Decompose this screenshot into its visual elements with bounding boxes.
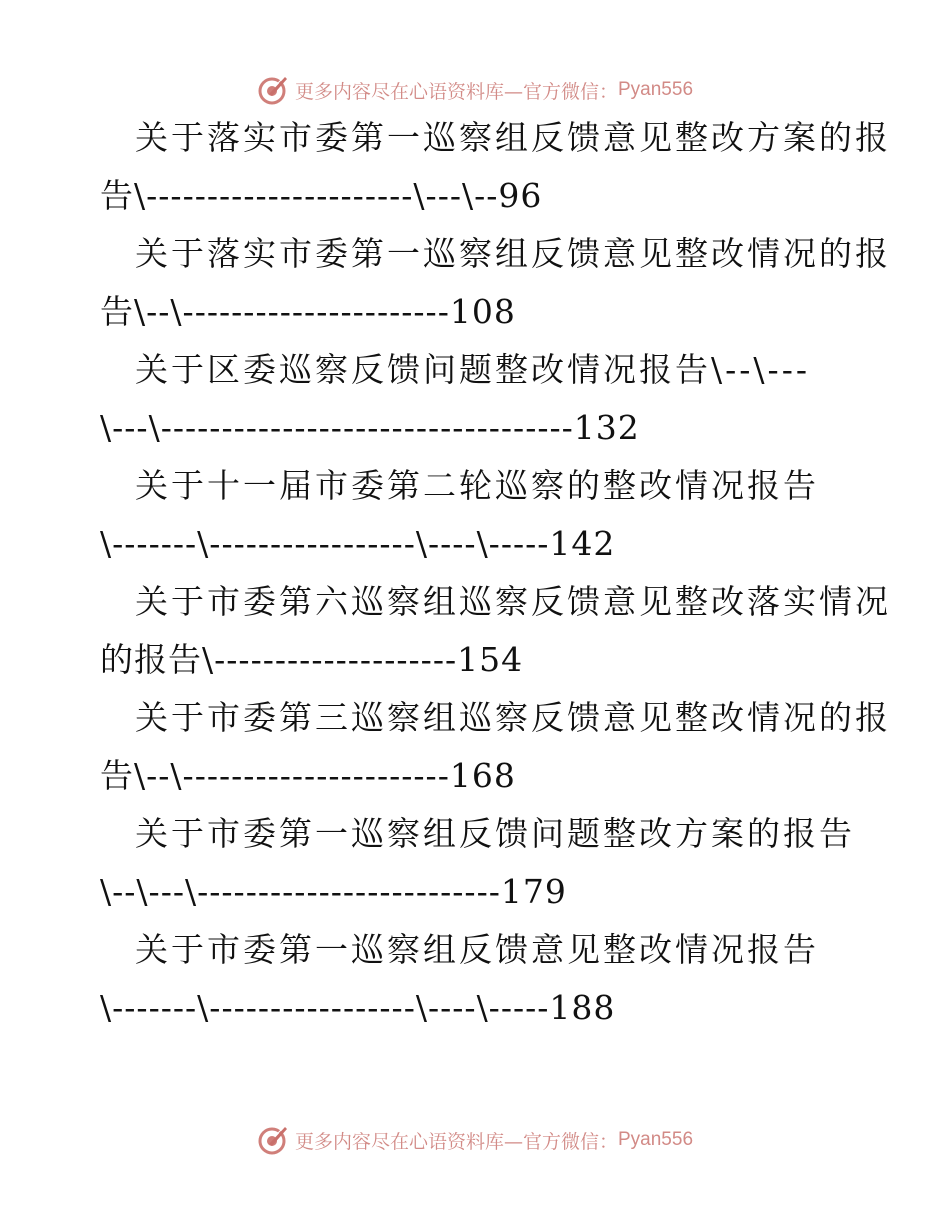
- toc-entry-title: 关于落实市委第一巡察组反馈意见整改方案的报: [135, 118, 891, 157]
- quill-logo-icon: [257, 1124, 289, 1156]
- toc-entry-title: 关于市委第三巡察组巡察反馈意见整改情况的报: [135, 698, 891, 737]
- toc-entry-title: 关于落实市委第一巡察组反馈意见整改情况的报: [135, 234, 891, 273]
- toc-entry-leader: \-------\-----------------\----\-----142: [100, 524, 616, 563]
- header-banner: [0, 70, 950, 110]
- toc-entry-title: 关于区委巡察反馈问题整改情况报告\--\---: [135, 350, 810, 389]
- toc-entry-leader: 告\--\----------------------108: [100, 292, 516, 331]
- footer-banner-wechat: Pyan556: [618, 1129, 694, 1150]
- toc-entry-leader: \-------\-----------------\----\-----188: [100, 988, 616, 1027]
- toc-entry-title: 关于市委第六巡察组巡察反馈意见整改落实情况: [135, 582, 891, 621]
- toc-entry-title: 关于市委第一巡察组反馈意见整改情况报告: [135, 930, 819, 969]
- toc-entry-title: 关于十一届市委第二轮巡察的整改情况报告: [135, 466, 819, 505]
- footer-banner-text: 更多内容尽在心语资料库—官方微信：: [294, 1130, 618, 1153]
- quill-logo-icon: [257, 74, 289, 106]
- toc-entry-leader: \---\----------------------------------132: [100, 408, 640, 447]
- toc-entry-title: 关于市委第一巡察组反馈问题整改方案的报告: [135, 814, 855, 853]
- footer-banner: [0, 1120, 950, 1160]
- header-banner-text: 更多内容尽在心语资料库—官方微信：: [294, 80, 618, 103]
- toc-entry-leader: \--\---\-------------------------179: [100, 872, 567, 911]
- toc-entry-leader: 的报告\--------------------154: [100, 640, 524, 679]
- toc-entry-leader: 告\--\----------------------168: [100, 756, 516, 795]
- header-banner-wechat: Pyan556: [618, 79, 694, 100]
- toc-entry-leader: 告\----------------------\---\--96: [100, 176, 543, 215]
